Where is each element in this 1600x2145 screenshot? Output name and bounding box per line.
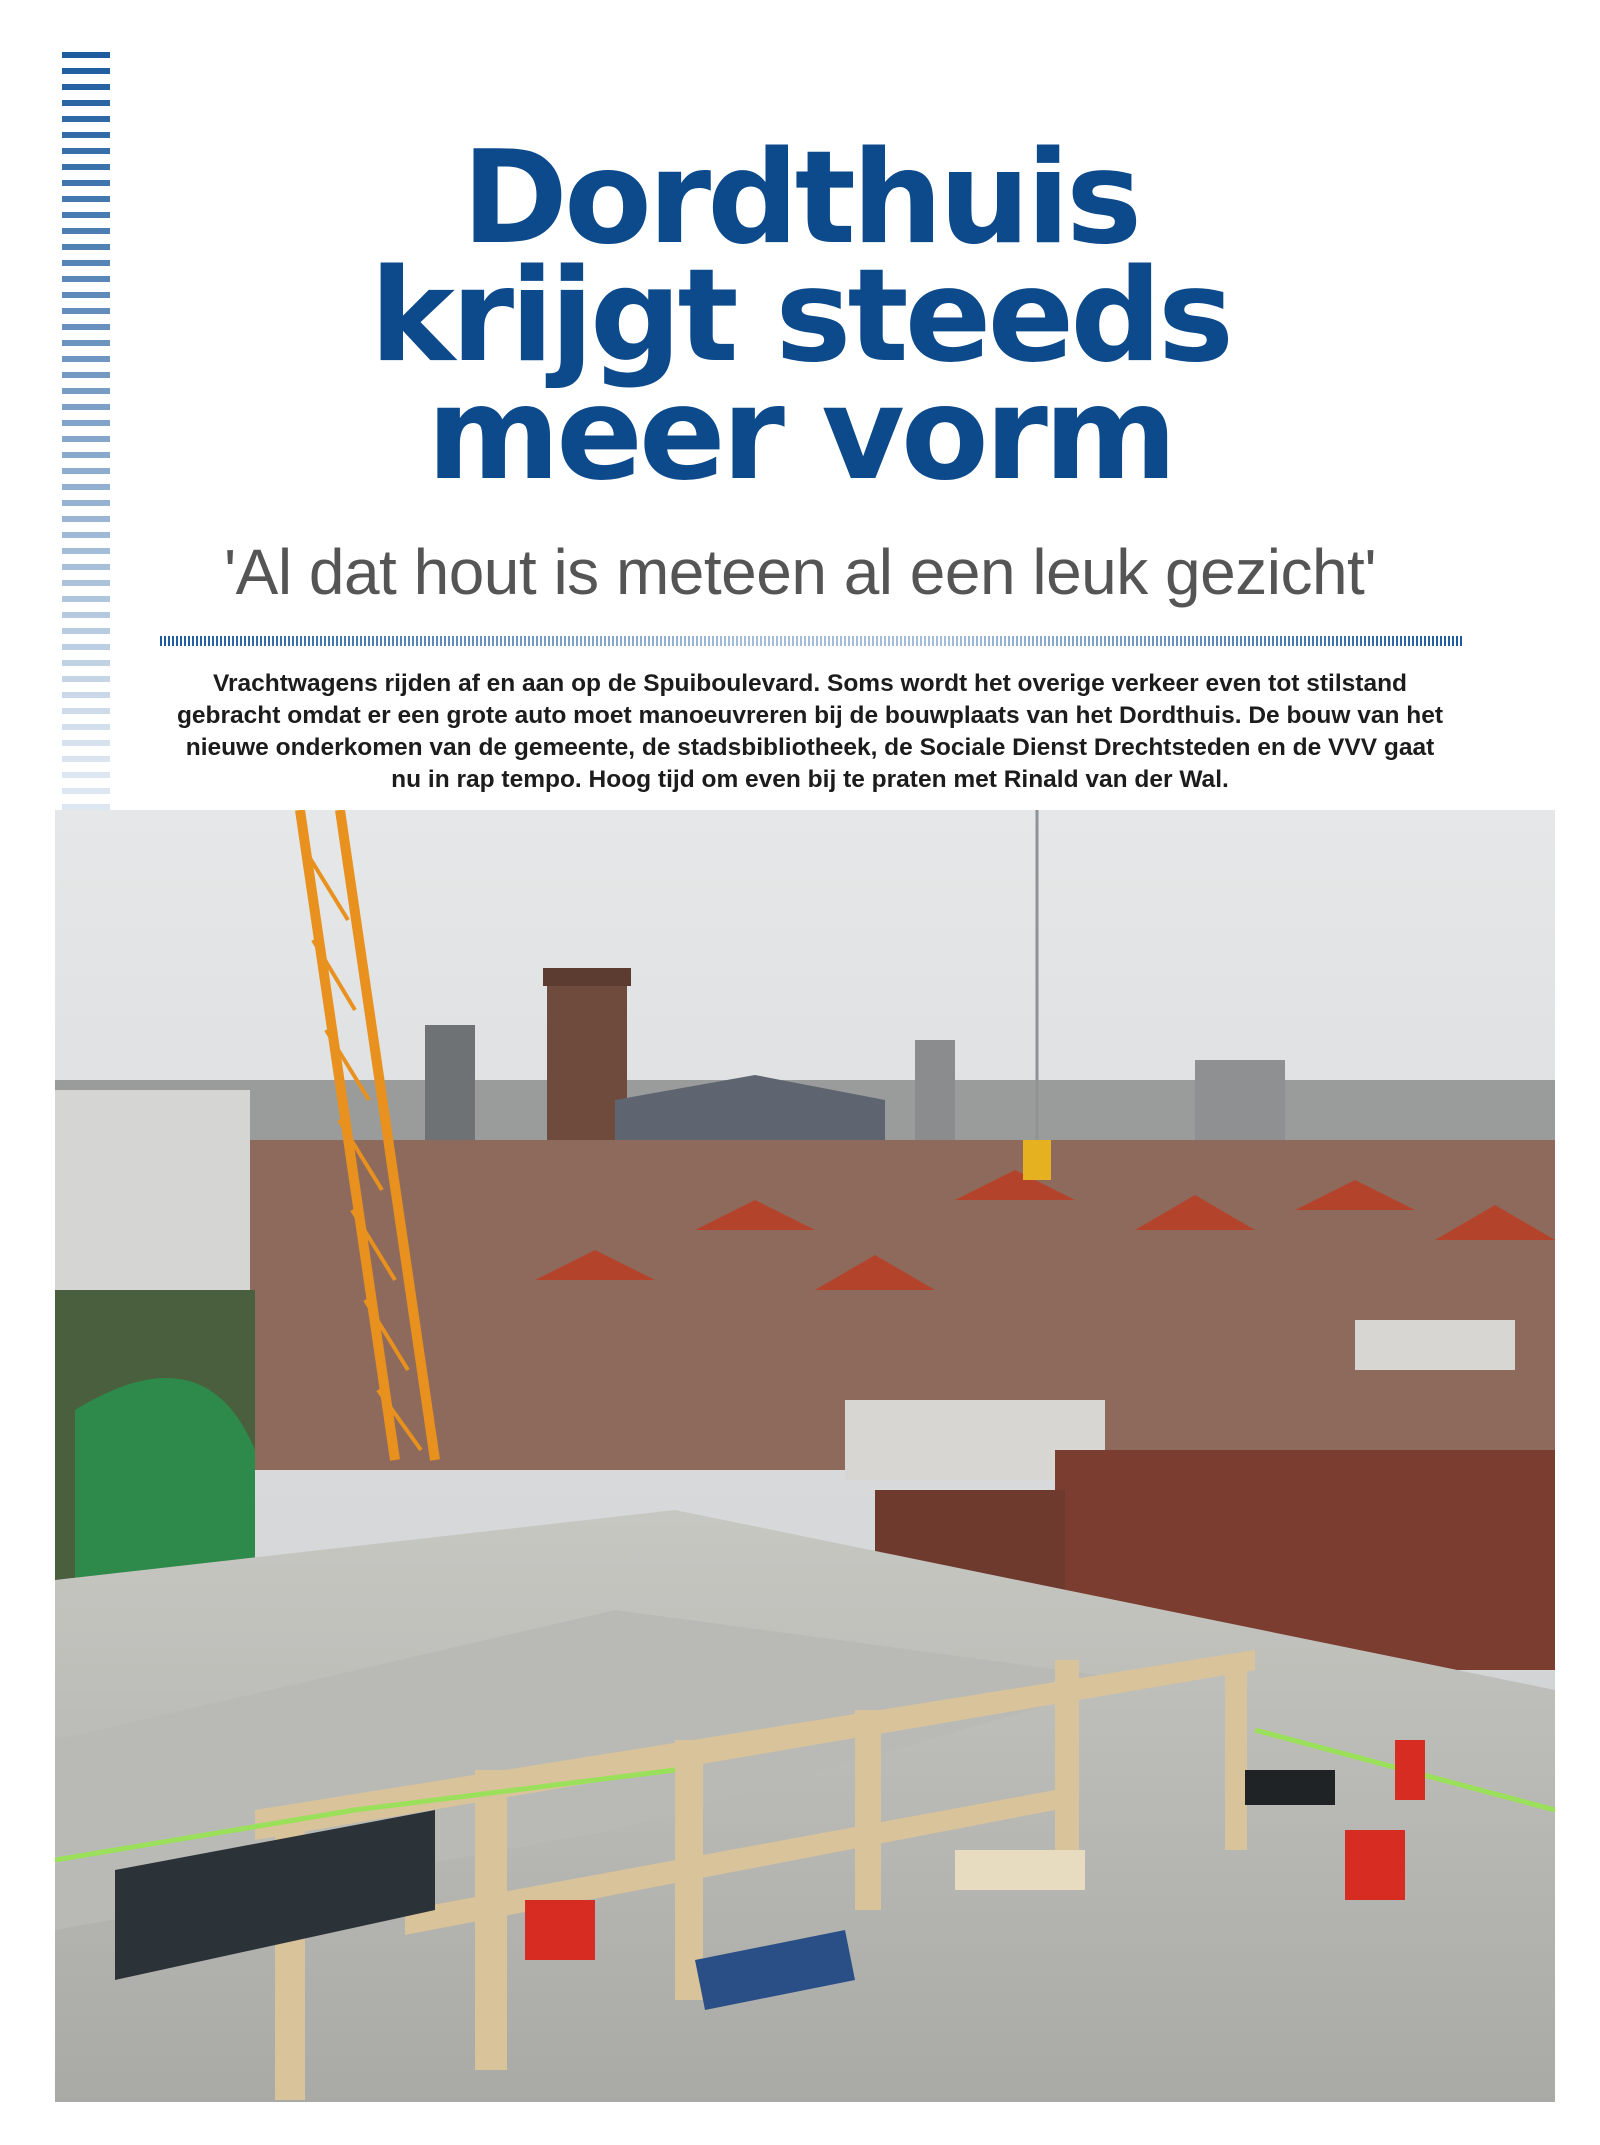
subtitle-quote: 'Al dat hout is meteen al een leuk gezicht' [223, 536, 1377, 608]
construction-site-photo [55, 810, 1555, 2102]
page-title [150, 124, 1450, 509]
intro-paragraph: Vrachtwagens rijden af en aan op de Spuiboulevard. Soms wordt het overige verkeer even tot stilstand gebracht omdat er een grote auto moet manoeuvreren bij de bouwplaats van het Dordthuis. De bouw van het nieuwe onderkomen van de gemeente, de stadsbibliotheek, de Sociale Dienst Drechtsteden en de VVV gaat nu in rap tempo. Hoog tijd om even bij te praten met Rinald van der Wal. [176, 670, 1444, 793]
title-line-2: krijgt steeds [369, 242, 1231, 391]
title-line-1: Dordthuis [461, 124, 1139, 273]
divider-line [160, 636, 1462, 646]
title-line-3: meer vorm [426, 360, 1174, 509]
